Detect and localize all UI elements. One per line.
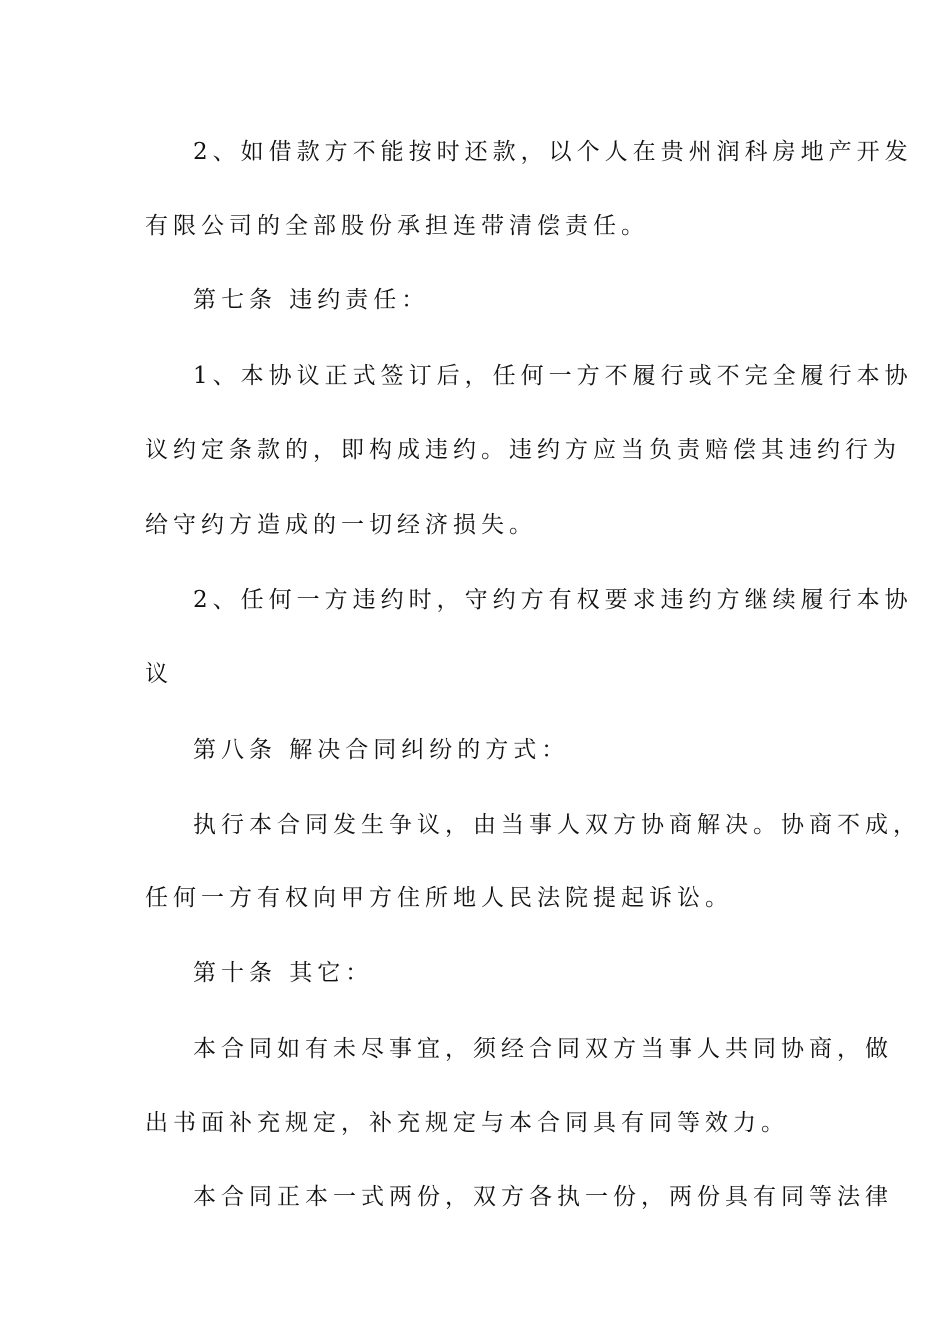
text-line: 给守约方造成的一切经济损失。	[145, 512, 537, 538]
text-line: 1、本协议正式签订后，任何一方不履行或不完全履行本协	[193, 363, 913, 389]
section-heading: 第十条 其它：	[193, 960, 374, 986]
section-heading: 第八条 解决合同纠纷的方式：	[193, 737, 570, 763]
section-heading: 第七条 违约责任：	[193, 287, 430, 313]
text-line: 2、如借款方不能按时还款，以个人在贵州润科房地产开发	[193, 139, 913, 165]
text-line: 本合同如有未尽事宜，须经合同双方当事人共同协商，做	[193, 1036, 893, 1062]
text-line: 本合同正本一式两份，双方各执一份，两份具有同等法律	[193, 1184, 893, 1210]
text-line: 有限公司的全部股份承担连带清偿责任。	[145, 213, 649, 239]
text-line: 议	[145, 661, 173, 687]
text-line: 议约定条款的，即构成违约。违约方应当负责赔偿其违约行为	[145, 437, 901, 463]
text-line: 出书面补充规定，补充规定与本合同具有同等效力。	[145, 1110, 789, 1136]
text-line: 执行本合同发生争议，由当事人双方协商解决。协商不成，	[193, 812, 921, 838]
text-line: 任何一方有权向甲方住所地人民法院提起诉讼。	[145, 885, 733, 911]
text-line: 2、任何一方违约时，守约方有权要求违约方继续履行本协	[193, 587, 913, 613]
